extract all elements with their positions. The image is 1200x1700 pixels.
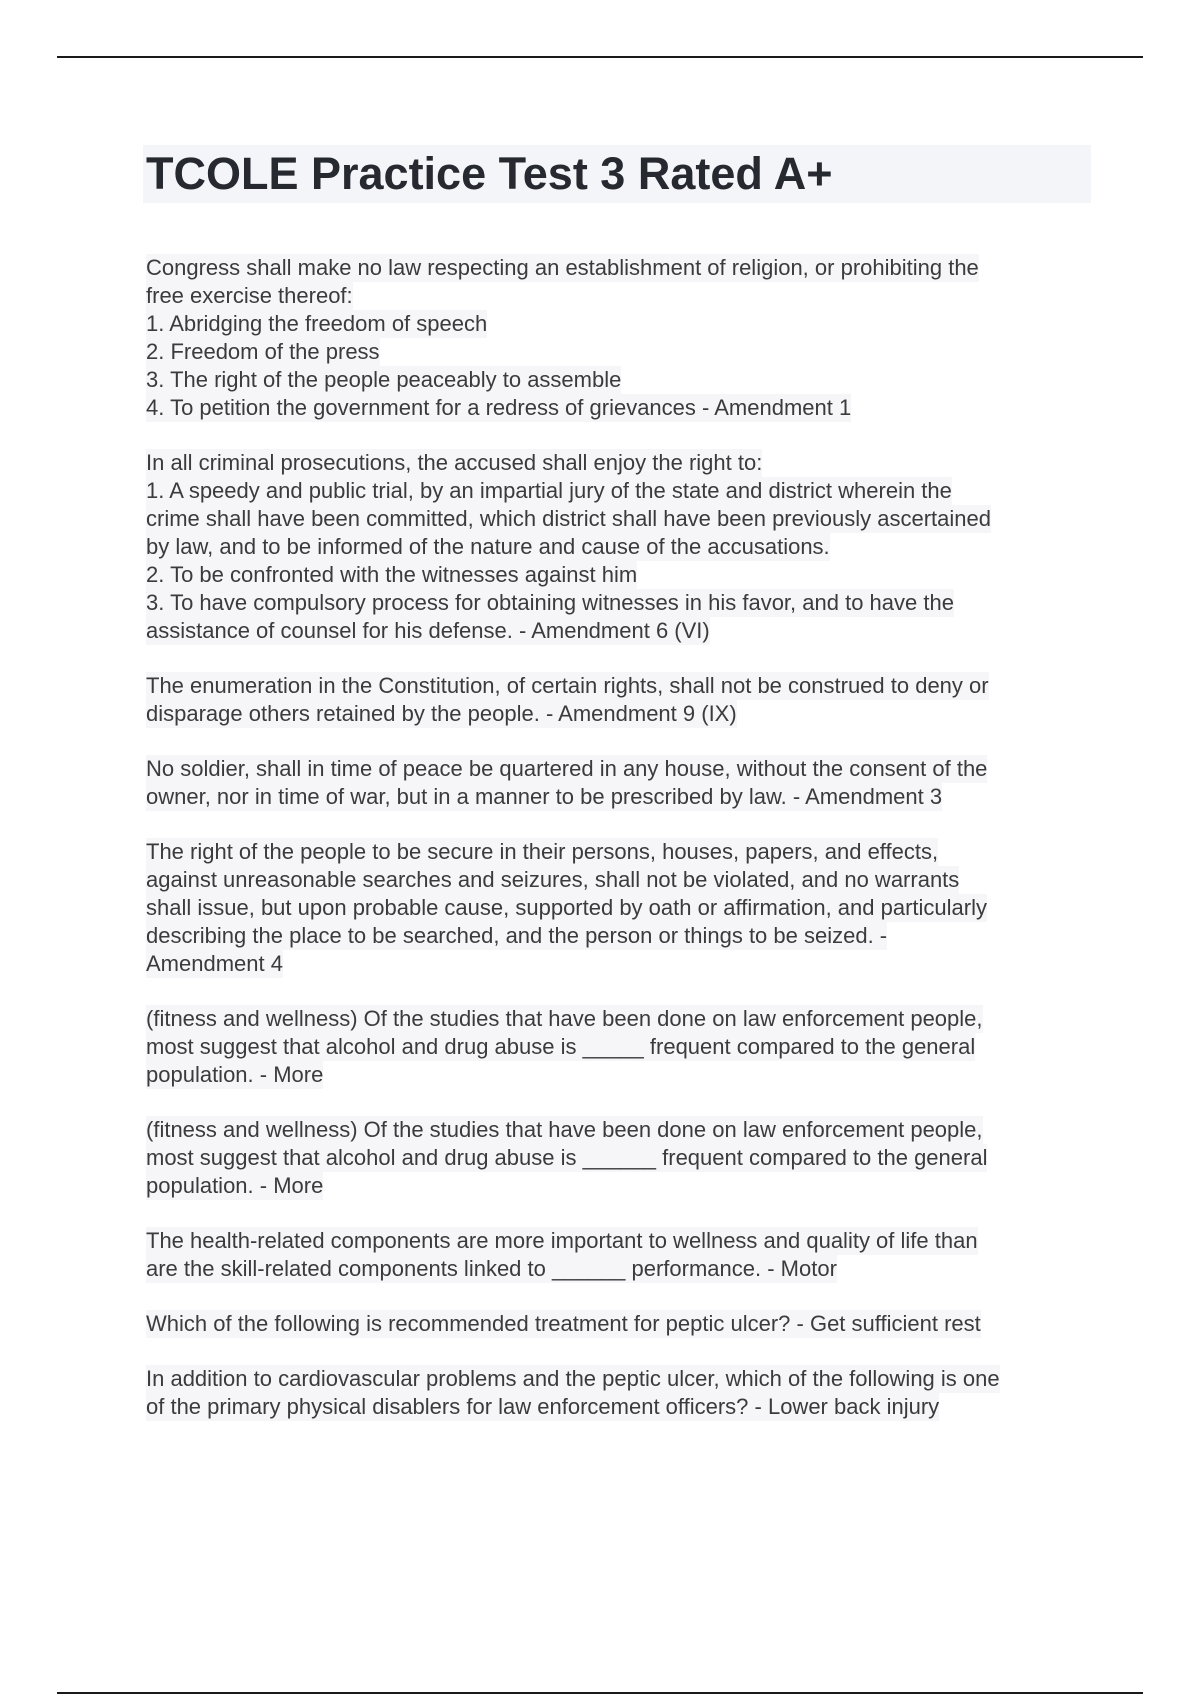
- qa-entry-line: Congress shall make no law respecting an establishment of religion, or prohibiting the: [146, 255, 979, 280]
- qa-entry-line: crime shall have been committed, which district shall have been previously ascertained: [146, 506, 991, 531]
- qa-entry-line: (fitness and wellness) Of the studies that have been done on law enforcement people,: [146, 1006, 983, 1031]
- qa-entry: [146, 449, 1096, 645]
- qa-entry-line: No soldier, shall in time of peace be quartered in any house, without the consent of the: [146, 756, 988, 781]
- qa-entry-line: 3. To have compulsory process for obtaining witnesses in his favor, and to have the: [146, 590, 954, 615]
- qa-entry-line: The health-related components are more important to wellness and quality of life than: [146, 1228, 978, 1253]
- qa-entry-line: most suggest that alcohol and drug abuse is _____ frequent compared to the general: [146, 1034, 976, 1059]
- qa-entry-line: by law, and to be informed of the nature and cause of the accusations.: [146, 534, 830, 559]
- qa-entry-line: (fitness and wellness) Of the studies that have been done on law enforcement people,: [146, 1117, 983, 1142]
- qa-entry: [146, 1005, 1096, 1089]
- qa-entry-line: 2. Freedom of the press: [146, 339, 380, 364]
- qa-entry-line: 4. To petition the government for a redress of grievances - Amendment 1: [146, 395, 852, 420]
- qa-entry-line: In all criminal prosecutions, the accused shall enjoy the right to:: [146, 450, 763, 475]
- qa-entry-line: disparage others retained by the people. - Amendment 9 (IX): [146, 701, 737, 726]
- qa-entry-line: 1. A speedy and public trial, by an impartial jury of the state and district wherein the: [146, 478, 952, 503]
- qa-entry-line: shall issue, but upon probable cause, supported by oath or affirmation, and particularly: [146, 895, 987, 920]
- page-title: TCOLE Practice Test 3 Rated A+: [146, 148, 833, 199]
- qa-entry-line: assistance of counsel for his defense. - Amendment 6 (VI): [146, 618, 710, 643]
- top-rule: [57, 56, 1143, 58]
- qa-entry-line: most suggest that alcohol and drug abuse is ______ frequent compared to the general: [146, 1145, 988, 1170]
- qa-entry-line: free exercise thereof:: [146, 283, 353, 308]
- qa-list: [146, 254, 1096, 1448]
- qa-entry-line: The right of the people to be secure in their persons, houses, papers, and effects,: [146, 839, 939, 864]
- qa-entry: [146, 1116, 1096, 1200]
- qa-entry-line: population. - More: [146, 1062, 324, 1087]
- bottom-rule: [57, 1692, 1143, 1694]
- qa-entry: [146, 254, 1096, 422]
- qa-entry-line: In addition to cardiovascular problems and the peptic ulcer, which of the following is one: [146, 1366, 1000, 1391]
- qa-entry: [146, 838, 1096, 978]
- qa-entry-line: Which of the following is recommended treatment for peptic ulcer? - Get sufficient rest: [146, 1311, 981, 1336]
- qa-entry-line: describing the place to be searched, and the person or things to be seized. -: [146, 923, 888, 948]
- qa-entry-line: against unreasonable searches and seizures, shall not be violated, and no warrants: [146, 867, 960, 892]
- qa-entry-line: are the skill-related components linked to ______ performance. - Motor: [146, 1256, 837, 1281]
- qa-entry: [146, 1365, 1096, 1421]
- qa-entry-line: population. - More: [146, 1173, 324, 1198]
- qa-entry-line: 3. The right of the people peaceably to assemble: [146, 367, 622, 392]
- qa-entry-line: of the primary physical disablers for law enforcement officers? - Lower back injury: [146, 1394, 940, 1419]
- qa-entry-line: 1. Abridging the freedom of speech: [146, 311, 488, 336]
- qa-entry-line: Amendment 4: [146, 951, 283, 976]
- qa-entry-line: owner, nor in time of war, but in a manner to be prescribed by law. - Amendment 3: [146, 784, 943, 809]
- qa-entry-line: 2. To be confronted with the witnesses against him: [146, 562, 638, 587]
- qa-entry-line: The enumeration in the Constitution, of certain rights, shall not be construed to deny or: [146, 673, 989, 698]
- qa-entry: [146, 1310, 1096, 1338]
- qa-entry: [146, 672, 1096, 728]
- qa-entry: [146, 1227, 1096, 1283]
- qa-entry: [146, 755, 1096, 811]
